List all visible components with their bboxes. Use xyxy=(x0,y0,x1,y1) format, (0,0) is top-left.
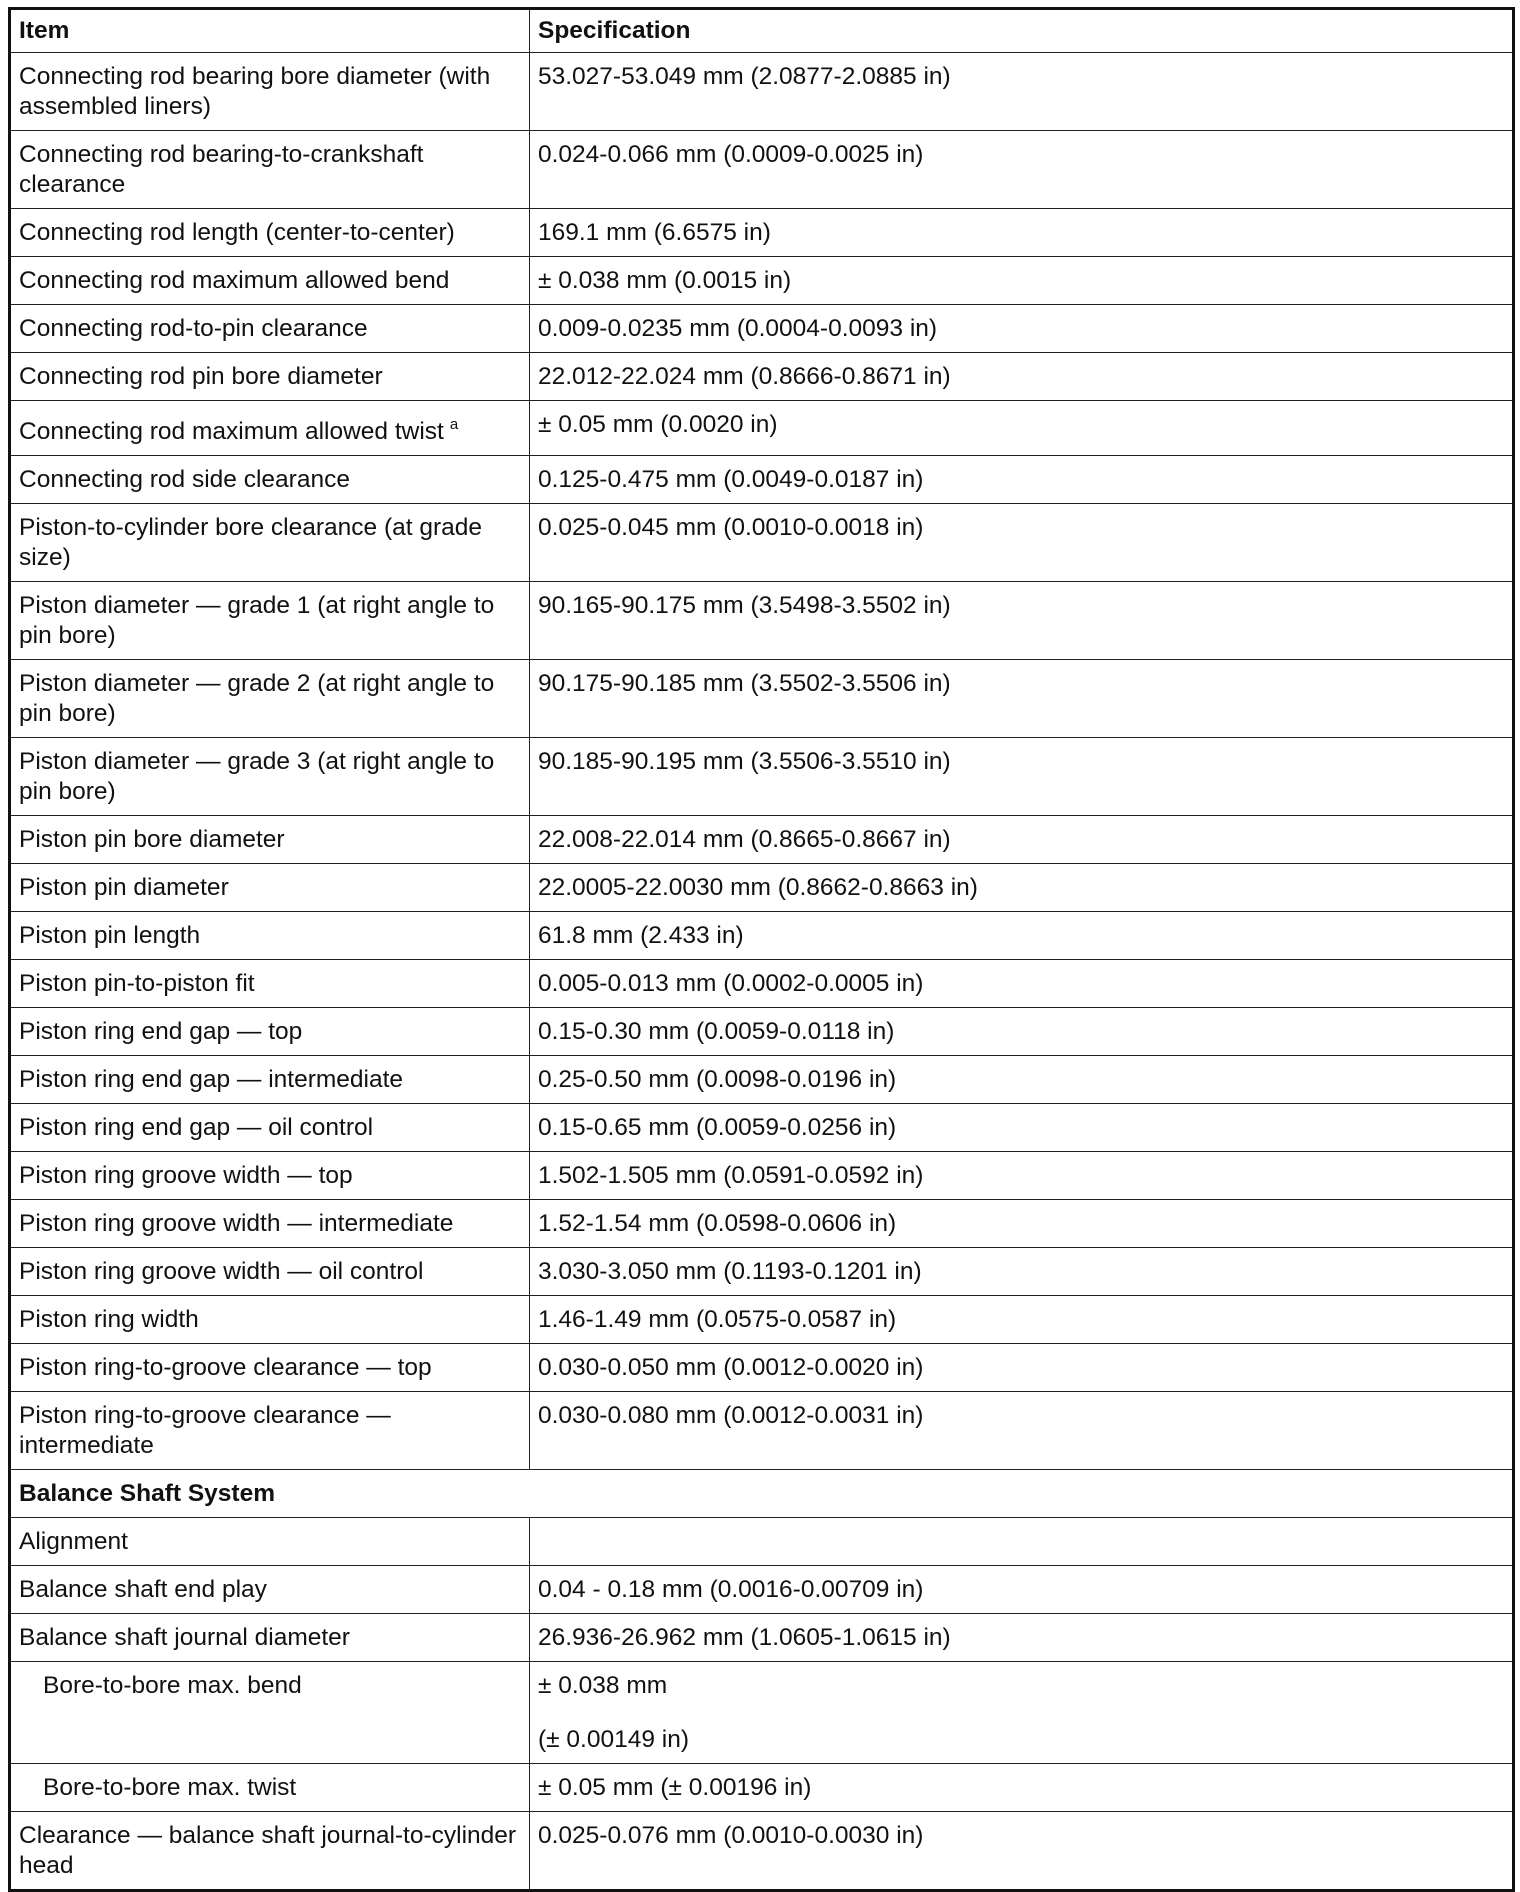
table-row xyxy=(10,1392,1514,1470)
spec-cell xyxy=(530,738,1514,816)
table-row xyxy=(10,1296,1514,1344)
spec-value: 53.027-53.049 mm (2.0877-2.0885 in) xyxy=(538,63,951,90)
spec-value: 90.185-90.195 mm (3.5506-3.5510 in) xyxy=(538,748,951,775)
spec-value: 0.030-0.080 mm (0.0012-0.0031 in) xyxy=(538,1402,924,1429)
spec-value: 0.25-0.50 mm (0.0098-0.0196 in) xyxy=(538,1066,897,1093)
spec-value: 169.1 mm (6.6575 in) xyxy=(538,219,771,246)
table-row xyxy=(10,1248,1514,1296)
spec-value: 1.52-1.54 mm (0.0598-0.0606 in) xyxy=(538,1210,897,1237)
item-label: Piston ring width xyxy=(19,1306,199,1333)
table-row xyxy=(10,864,1514,912)
spec-value: 22.008-22.014 mm (0.8665-0.8667 in) xyxy=(538,826,951,853)
item-label: Connecting rod bearing-to-crankshaft clearance xyxy=(19,141,424,198)
item-cell xyxy=(10,738,530,816)
item-label: Piston ring groove width — oil control xyxy=(19,1258,424,1285)
spec-value: 90.175-90.185 mm (3.5502-3.5506 in) xyxy=(538,670,951,697)
item-cell xyxy=(10,1518,530,1566)
table-row xyxy=(10,1812,1514,1891)
spec-cell xyxy=(530,864,1514,912)
spec-cell xyxy=(530,131,1514,209)
item-label: Piston ring-to-groove clearance — intermediate xyxy=(19,1402,391,1459)
spec-value: 0.005-0.013 mm (0.0002-0.0005 in) xyxy=(538,970,924,997)
spec-value: 0.04 - 0.18 mm (0.0016-0.00709 in) xyxy=(538,1576,924,1603)
table-row xyxy=(10,1662,1514,1764)
item-label: Piston diameter — grade 2 (at right angle to pin bore) xyxy=(19,670,495,727)
spec-table xyxy=(8,7,1515,1892)
item-cell xyxy=(10,1614,530,1662)
item-cell xyxy=(10,1764,530,1812)
spec-value-line: ± 0.038 mm xyxy=(538,1672,668,1699)
item-cell xyxy=(10,960,530,1008)
item-label: Piston ring end gap — top xyxy=(19,1018,303,1045)
spec-value: 90.165-90.175 mm (3.5498-3.5502 in) xyxy=(538,592,951,619)
item-cell xyxy=(10,401,530,456)
item-label: Connecting rod maximum allowed twist xyxy=(19,418,444,445)
table-row xyxy=(10,582,1514,660)
spec-value: ± 0.05 mm (± 0.00196 in) xyxy=(538,1774,812,1801)
table-row xyxy=(10,401,1514,456)
item-label: Piston diameter — grade 3 (at right angle to pin bore) xyxy=(19,748,495,805)
item-cell xyxy=(10,1812,530,1891)
item-label: Balance shaft journal diameter xyxy=(19,1624,350,1651)
item-label: Piston ring end gap — intermediate xyxy=(19,1066,404,1093)
item-cell xyxy=(10,1344,530,1392)
spec-cell xyxy=(530,1614,1514,1662)
spec-value: 0.030-0.050 mm (0.0012-0.0020 in) xyxy=(538,1354,924,1381)
item-cell xyxy=(10,1008,530,1056)
table-row xyxy=(10,912,1514,960)
item-cell xyxy=(10,1200,530,1248)
spec-cell xyxy=(530,257,1514,305)
item-label: Piston ring groove width — top xyxy=(19,1162,353,1189)
header-row xyxy=(10,9,1514,53)
table-row xyxy=(10,504,1514,582)
spec-cell xyxy=(530,305,1514,353)
spec-cell xyxy=(530,53,1514,131)
spec-value: 0.009-0.0235 mm (0.0004-0.0093 in) xyxy=(538,315,938,342)
table-row xyxy=(10,660,1514,738)
spec-value: 1.46-1.49 mm (0.0575-0.0587 in) xyxy=(538,1306,897,1333)
item-cell xyxy=(10,504,530,582)
spec-cell xyxy=(530,1812,1514,1891)
spec-cell xyxy=(530,912,1514,960)
spec-cell xyxy=(530,1392,1514,1470)
item-cell xyxy=(10,1248,530,1296)
table-row xyxy=(10,1152,1514,1200)
spec-value: 0.15-0.30 mm (0.0059-0.0118 in) xyxy=(538,1018,895,1045)
item-cell xyxy=(10,816,530,864)
spec-value: 22.0005-22.0030 mm (0.8662-0.8663 in) xyxy=(538,874,978,901)
section-row xyxy=(10,1470,1514,1518)
table-row xyxy=(10,1764,1514,1812)
spec-cell xyxy=(530,1296,1514,1344)
item-cell xyxy=(10,1392,530,1470)
header-item: Item xyxy=(10,9,530,53)
table-row xyxy=(10,353,1514,401)
item-label: Connecting rod length (center-to-center) xyxy=(19,219,455,246)
spec-cell xyxy=(530,1662,1514,1764)
table-row xyxy=(10,1614,1514,1662)
spec-cell xyxy=(530,1104,1514,1152)
table-row xyxy=(10,209,1514,257)
spec-cell xyxy=(530,1566,1514,1614)
spec-cell xyxy=(530,960,1514,1008)
item-label: Piston pin diameter xyxy=(19,874,229,901)
spec-value: 0.15-0.65 mm (0.0059-0.0256 in) xyxy=(538,1114,897,1141)
spec-cell xyxy=(530,1764,1514,1812)
item-label: Piston pin-to-piston fit xyxy=(19,970,255,997)
spec-cell xyxy=(530,456,1514,504)
item-label: Bore-to-bore max. twist xyxy=(43,1774,297,1801)
spec-value: 26.936-26.962 mm (1.0605-1.0615 in) xyxy=(538,1624,951,1651)
spec-value: 61.8 mm (2.433 in) xyxy=(538,922,744,949)
item-cell xyxy=(10,209,530,257)
spec-value-line: (± 0.00149 in) xyxy=(538,1726,690,1753)
spec-cell xyxy=(530,1152,1514,1200)
spec-value: 0.025-0.045 mm (0.0010-0.0018 in) xyxy=(538,514,924,541)
item-cell xyxy=(10,257,530,305)
table-row xyxy=(10,1566,1514,1614)
item-label: Alignment xyxy=(19,1528,128,1555)
spec-value: 0.024-0.066 mm (0.0009-0.0025 in) xyxy=(538,141,924,168)
spec-cell xyxy=(530,1056,1514,1104)
table-row xyxy=(10,53,1514,131)
spec-cell xyxy=(530,660,1514,738)
table-body xyxy=(10,53,1514,1891)
spec-value: 0.025-0.076 mm (0.0010-0.0030 in) xyxy=(538,1822,924,1849)
table-row xyxy=(10,816,1514,864)
item-cell xyxy=(10,131,530,209)
spec-value: 1.502-1.505 mm (0.0591-0.0592 in) xyxy=(538,1162,924,1189)
table-row xyxy=(10,738,1514,816)
item-cell xyxy=(10,912,530,960)
item-label: Clearance — balance shaft journal-to-cylinder head xyxy=(19,1822,517,1879)
item-label: Balance shaft end play xyxy=(19,1576,267,1603)
item-label: Piston pin length xyxy=(19,922,201,949)
spec-cell xyxy=(530,1518,1514,1566)
item-cell xyxy=(10,53,530,131)
item-label: Connecting rod bearing bore diameter (with assembled liners) xyxy=(19,63,491,120)
section-heading: Balance Shaft System xyxy=(10,1470,1514,1518)
spec-value: 0.125-0.475 mm (0.0049-0.0187 in) xyxy=(538,466,924,493)
table-row xyxy=(10,960,1514,1008)
table-row xyxy=(10,1518,1514,1566)
spec-value: 22.012-22.024 mm (0.8666-0.8671 in) xyxy=(538,363,951,390)
item-label: Piston diameter — grade 1 (at right angle to pin bore) xyxy=(19,592,495,649)
item-cell xyxy=(10,456,530,504)
spec-value: ± 0.05 mm (0.0020 in) xyxy=(538,411,778,438)
spec-cell xyxy=(530,353,1514,401)
spec-cell xyxy=(530,1248,1514,1296)
table-row xyxy=(10,456,1514,504)
spec-cell xyxy=(530,1200,1514,1248)
table-row xyxy=(10,1104,1514,1152)
table-row xyxy=(10,1200,1514,1248)
item-cell xyxy=(10,1662,530,1764)
table-row xyxy=(10,305,1514,353)
spec-cell xyxy=(530,1008,1514,1056)
spec-cell xyxy=(530,504,1514,582)
item-cell xyxy=(10,660,530,738)
item-cell xyxy=(10,582,530,660)
spec-value: 3.030-3.050 mm (0.1193-0.1201 in) xyxy=(538,1258,922,1285)
footnote-marker: a xyxy=(449,416,459,433)
item-cell xyxy=(10,1104,530,1152)
table-row xyxy=(10,1008,1514,1056)
item-label: Connecting rod side clearance xyxy=(19,466,350,493)
spec-cell xyxy=(530,816,1514,864)
item-label: Piston ring end gap — oil control xyxy=(19,1114,374,1141)
header-specification: Specification xyxy=(530,9,1514,53)
item-cell xyxy=(10,864,530,912)
item-cell xyxy=(10,1056,530,1104)
item-cell xyxy=(10,1152,530,1200)
table-row xyxy=(10,257,1514,305)
table-row xyxy=(10,1344,1514,1392)
item-cell xyxy=(10,1296,530,1344)
spec-value: ± 0.038 mm (0.0015 in) xyxy=(538,267,792,294)
spec-cell xyxy=(530,209,1514,257)
item-label: Piston-to-cylinder bore clearance (at grade size) xyxy=(19,514,483,571)
item-cell xyxy=(10,1566,530,1614)
item-label: Connecting rod-to-pin clearance xyxy=(19,315,368,342)
item-label: Connecting rod pin bore diameter xyxy=(19,363,383,390)
item-cell xyxy=(10,305,530,353)
table-row xyxy=(10,1056,1514,1104)
item-label: Piston ring-to-groove clearance — top xyxy=(19,1354,432,1381)
item-label: Bore-to-bore max. bend xyxy=(43,1672,302,1699)
table-row xyxy=(10,131,1514,209)
spec-cell xyxy=(530,401,1514,456)
spec-cell xyxy=(530,1344,1514,1392)
item-label: Connecting rod maximum allowed bend xyxy=(19,267,450,294)
spec-cell xyxy=(530,582,1514,660)
item-cell xyxy=(10,353,530,401)
item-label: Piston ring groove width — intermediate xyxy=(19,1210,454,1237)
item-label: Piston pin bore diameter xyxy=(19,826,285,853)
